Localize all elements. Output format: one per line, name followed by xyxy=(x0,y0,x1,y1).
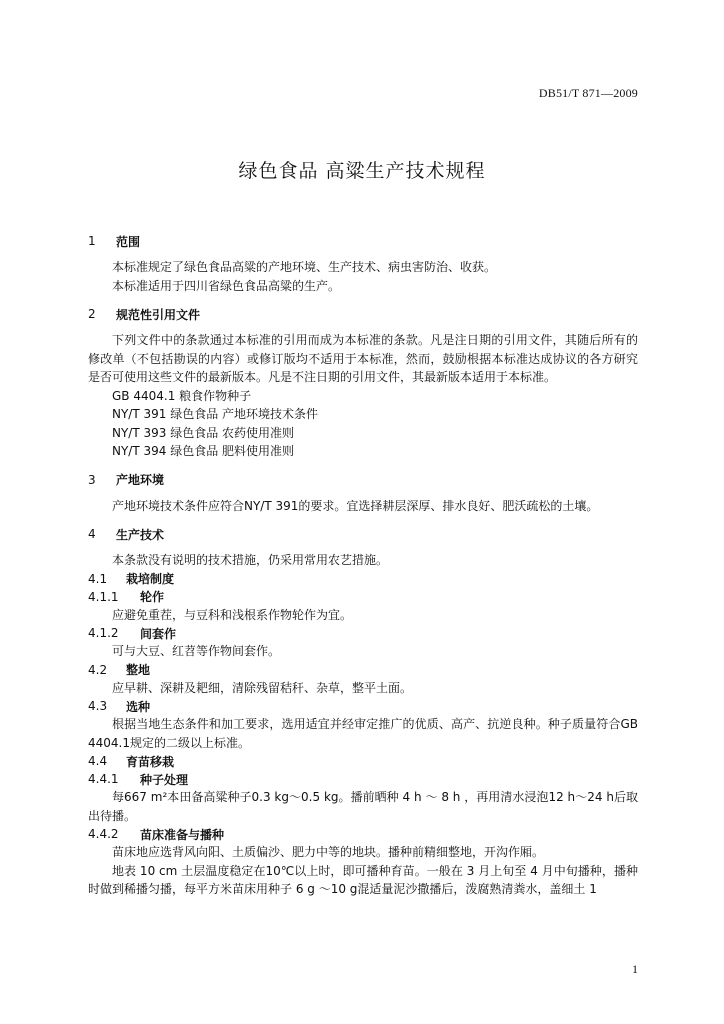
section-1-heading xyxy=(88,232,638,250)
subsection-heading xyxy=(88,570,638,588)
reference-item: NY/T 393 绿色食品 农药使用准则 xyxy=(112,425,295,440)
section-number: 2 xyxy=(88,307,96,321)
subsection-title: 苗床准备与播种 xyxy=(140,827,225,842)
paragraph: 应早耕、深耕及耙细，清除残留秸秆、杂草，整平土面。 xyxy=(112,680,413,695)
section-2-heading xyxy=(88,305,638,323)
subsection-title: 整地 xyxy=(126,663,151,677)
subsection-number: 4.1.1 xyxy=(88,589,119,604)
section-title: 产地环境 xyxy=(116,473,165,487)
subsection-title: 育苗移栽 xyxy=(126,754,175,769)
section-number: 1 xyxy=(88,234,96,248)
section-title: 生产技术 xyxy=(116,527,165,542)
subsection-heading xyxy=(88,770,638,788)
subsection-number: 4.4 xyxy=(88,754,108,768)
section-3-heading xyxy=(88,471,638,489)
paragraph: 本标准规定了绿色食品高粱的产地环境、生产技术、病虫害防治、收获。 xyxy=(112,260,497,274)
subsection-number: 4.4.2 xyxy=(88,827,119,841)
document-body xyxy=(88,222,638,899)
section-title: 范围 xyxy=(116,234,141,249)
paragraph: 每667 m²本田备高粱种子0.3 kg～0.5 kg。播前晒种 4 h ～ 8 h ，再用清水浸泡12 h～24 h后取出待播。 xyxy=(88,790,638,823)
subsection-number: 4.4.1 xyxy=(88,772,119,786)
subsection-heading xyxy=(88,697,638,715)
reference-item: NY/T 391 绿色食品 产地环境技术条件 xyxy=(112,407,319,421)
subsection-number: 4.1 xyxy=(88,571,108,586)
paragraph: 应避免重茬，与豆科和浅根系作物轮作为宜。 xyxy=(112,607,353,622)
paragraph: 产地环境技术条件应符合NY/T 391的要求。宜选择耕层深厚、排水良好、肥沃疏松的土壤。 xyxy=(112,498,599,513)
subsection-title: 栽培制度 xyxy=(126,572,175,586)
subsection-heading xyxy=(88,624,638,642)
paragraph: 苗床地应选背风向阳、土质偏沙、肥力中等的地块。播种前精细整地，开沟作厢。 xyxy=(112,845,545,859)
paragraph: 可与大豆、红苕等作物间套作。 xyxy=(112,644,281,658)
paragraph: 本标准适用于四川省绿色食品高粱的生产。 xyxy=(112,278,341,293)
paragraph: 地表 10 cm 土层温度稳定在10℃以上时，即可播种育苗。一般在 3 月上旬至 4 月中旬播种，播种时做到稀播匀播，每平方米苗床用种子 6 g ～10 g混适量泥沙撒播后，泼腐熟清粪水，盖细土 1 xyxy=(88,863,638,896)
section-title: 规范性引用文件 xyxy=(116,307,201,322)
paragraph: 根据当地生态条件和加工要求，选用适宜并经审定推广的优质、高产、抗逆良种。种子质量符合GB 4404.1规定的二级以上标准。 xyxy=(88,717,638,750)
subsection-heading xyxy=(88,825,638,843)
paragraph: 下列文件中的条款通过本标准的引用而成为本标准的条款。凡是注日期的引用文件，其随后所有的修改单（不包括勘误的内容）或修订版均不适用于本标准，然而，鼓励根据本标准达成协议的各方研究是否可使用这些文件的最新版本。凡是不注日期的引用文件，其最新版本适用于本标准。 xyxy=(88,333,638,384)
subsection-title: 轮作 xyxy=(140,590,165,604)
subsection-number: 4.1.2 xyxy=(88,626,119,640)
subsection-heading xyxy=(88,588,638,606)
page-number: 1 xyxy=(632,962,638,976)
subsection-heading xyxy=(88,752,638,770)
section-number: 3 xyxy=(88,472,96,487)
subsection-number: 4.2 xyxy=(88,662,108,677)
paragraph: 本条款没有说明的技术措施，仍采用常用农艺措施。 xyxy=(112,553,389,567)
subsection-title: 种子处理 xyxy=(140,772,189,787)
reference-item: NY/T 394 绿色食品 肥料使用准则 xyxy=(112,444,295,458)
section-number: 4 xyxy=(88,527,96,541)
subsection-title: 选种 xyxy=(126,699,151,714)
subsection-heading xyxy=(88,661,638,679)
section-4-heading xyxy=(88,525,638,543)
document-title: 绿色食品 高粱生产技术规程 xyxy=(238,160,486,182)
reference-item: GB 4404.1 粮食作物种子 xyxy=(112,388,252,403)
standard-code: DB51/T 871—2009 xyxy=(538,86,638,100)
subsection-number: 4.3 xyxy=(88,699,108,713)
subsection-title: 间套作 xyxy=(140,626,177,641)
